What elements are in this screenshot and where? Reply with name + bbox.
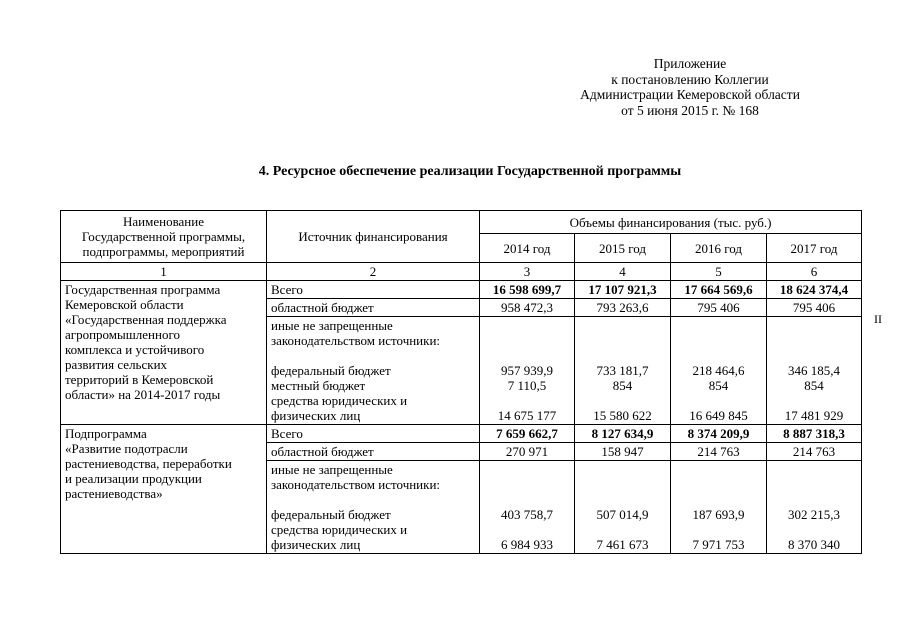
regional-value: 958 472,3 [480, 299, 575, 317]
value-line [579, 348, 666, 363]
value-line: 302 215,3 [788, 507, 841, 522]
table-row [61, 425, 862, 443]
value-line: 17 481 929 [784, 408, 844, 423]
total-value: 17 107 921,3 [575, 281, 671, 299]
total-value: 18 624 374,4 [767, 281, 862, 299]
name-line: растениеводства, переработки [65, 456, 232, 471]
value-line: 7 971 753 [692, 537, 745, 552]
value-line [579, 462, 666, 477]
table-number-row [61, 263, 862, 281]
header-line: к постановлению Коллегии [611, 71, 769, 87]
value-line: 854 [804, 378, 824, 393]
year-cell: 2015 год [575, 234, 671, 263]
header-line: Администрации Кемеровской области [580, 87, 800, 102]
value-line [675, 477, 762, 492]
header-line: от 5 июня 2015 г. № 168 [621, 102, 759, 118]
source-line: федеральный бюджет [271, 507, 391, 522]
value-line: 7 110,5 [507, 378, 547, 393]
name-line: Подпрограмма [65, 426, 147, 441]
source-line: физических лиц [271, 408, 361, 423]
col-number: 3 [480, 263, 575, 281]
value-line: 6 984 933 [501, 537, 553, 552]
value-line: 733 181,7 [596, 363, 649, 378]
value-line: 218 464,6 [692, 363, 745, 378]
header-line: Приложение [653, 56, 727, 71]
page-marker: II [874, 312, 882, 326]
year-cell: 2017 год [767, 234, 862, 263]
value-line [484, 318, 570, 333]
table-row [61, 281, 862, 299]
value-line [675, 462, 762, 477]
name-line: растениеводства» [65, 486, 163, 501]
source-regional-label: областной бюджет [267, 299, 480, 317]
source-line [271, 348, 475, 363]
source-total-label: Всего [267, 425, 480, 443]
source-line: местный бюджет [271, 378, 366, 393]
value-line [579, 477, 666, 492]
value-line: 15 580 622 [593, 408, 652, 423]
value-line [484, 333, 570, 348]
header-text: Государственной программы, [81, 229, 246, 244]
total-value: 8 127 634,9 [575, 425, 671, 443]
name-line: Кемеровской области [65, 297, 184, 312]
name-line: области» на 2014-2017 годы [65, 387, 221, 402]
source-line: законодательством источники: [271, 477, 441, 492]
value-line: 16 649 845 [689, 408, 748, 423]
value-line [579, 318, 666, 333]
regional-value: 793 263,6 [575, 299, 671, 317]
other-values-cell [480, 461, 575, 554]
value-line [579, 522, 666, 537]
other-values-cell [480, 317, 575, 425]
value-line [484, 477, 570, 492]
name-line: Государственная программа [65, 282, 221, 297]
regional-value: 795 406 [767, 299, 862, 317]
regional-value: 214 763 [767, 443, 862, 461]
total-value: 17 664 569,6 [671, 281, 767, 299]
name-line: агропромышленного [65, 327, 180, 342]
program-name-cell [61, 281, 267, 425]
value-line [771, 522, 857, 537]
source-line: иные не запрещенные [271, 318, 393, 333]
value-line [675, 348, 762, 363]
source-line: законодательством источники: [271, 333, 441, 348]
value-line [771, 318, 857, 333]
col-number: 2 [267, 263, 480, 281]
regional-value: 270 971 [480, 443, 575, 461]
col-number: 1 [61, 263, 267, 281]
value-line: 14 675 177 [497, 408, 557, 423]
header-source-cell: Источник финансирования [267, 211, 480, 263]
col-number: 6 [767, 263, 862, 281]
subprogram-name-cell [61, 425, 267, 554]
value-line: 854 [612, 378, 633, 393]
source-other-cell [267, 461, 480, 554]
value-line [484, 393, 570, 408]
source-regional-label: областной бюджет [267, 443, 480, 461]
value-line [771, 333, 857, 348]
header-text: Наименование [123, 214, 204, 229]
other-values-cell [671, 461, 767, 554]
value-line: 8 370 340 [788, 537, 841, 552]
name-line: комплекса и устойчивого [65, 342, 205, 357]
source-other-cell [267, 317, 480, 425]
source-line: средства юридических и [271, 393, 408, 408]
value-line [579, 393, 666, 408]
other-values-cell [767, 317, 862, 425]
resource-table [60, 210, 862, 554]
total-value: 16 598 699,7 [480, 281, 575, 299]
value-line [771, 492, 857, 507]
value-line: 403 758,7 [501, 507, 553, 522]
other-values-cell [575, 317, 671, 425]
document-title: 4. Ресурсное обеспечение реализации Государственной программы [258, 164, 682, 179]
value-line [484, 522, 570, 537]
value-line: 507 014,9 [596, 507, 649, 522]
value-line: 7 461 673 [596, 537, 649, 552]
value-line [484, 492, 570, 507]
other-values-cell [767, 461, 862, 554]
regional-value: 158 947 [575, 443, 671, 461]
value-line [771, 348, 857, 363]
source-line: федеральный бюджет [271, 363, 391, 378]
source-line [271, 492, 475, 507]
other-values-cell [671, 317, 767, 425]
value-line [675, 393, 762, 408]
value-line [484, 348, 570, 363]
approval-header [560, 56, 820, 118]
value-line [579, 492, 666, 507]
source-total-label: Всего [267, 281, 480, 299]
header-volume-cell: Объемы финансирования (тыс. руб.) [480, 211, 862, 234]
value-line [675, 522, 762, 537]
value-line [771, 393, 857, 408]
header-name-cell [61, 211, 267, 263]
value-line: 346 185,4 [788, 363, 841, 378]
name-line: «Развитие подотрасли [65, 441, 188, 456]
value-line [675, 492, 762, 507]
source-line: физических лиц [271, 537, 361, 552]
regional-value: 214 763 [671, 443, 767, 461]
value-line [771, 477, 857, 492]
col-number: 4 [575, 263, 671, 281]
other-values-cell [575, 461, 671, 554]
name-line: развития сельских [65, 357, 168, 372]
col-number: 5 [671, 263, 767, 281]
total-value: 7 659 662,7 [480, 425, 575, 443]
value-line [771, 462, 857, 477]
value-line [675, 333, 762, 348]
source-line: средства юридических и [271, 522, 408, 537]
total-value: 8 374 209,9 [671, 425, 767, 443]
table-header-row [61, 211, 862, 234]
value-line [675, 318, 762, 333]
header-text: подпрограммы, мероприятий [82, 244, 245, 259]
source-line: иные не запрещенные [271, 462, 393, 477]
name-line: территорий в Кемеровской [65, 372, 214, 387]
name-line: и реализации продукции [65, 471, 202, 486]
name-line: «Государственная поддержка [65, 312, 227, 327]
year-cell: 2014 год [480, 234, 575, 263]
year-cell: 2016 год [671, 234, 767, 263]
total-value: 8 887 318,3 [767, 425, 862, 443]
value-line [484, 462, 570, 477]
value-line: 187 693,9 [692, 507, 745, 522]
value-line: 854 [708, 378, 729, 393]
value-line [579, 333, 666, 348]
regional-value: 795 406 [671, 299, 767, 317]
value-line: 957 939,9 [501, 363, 553, 378]
